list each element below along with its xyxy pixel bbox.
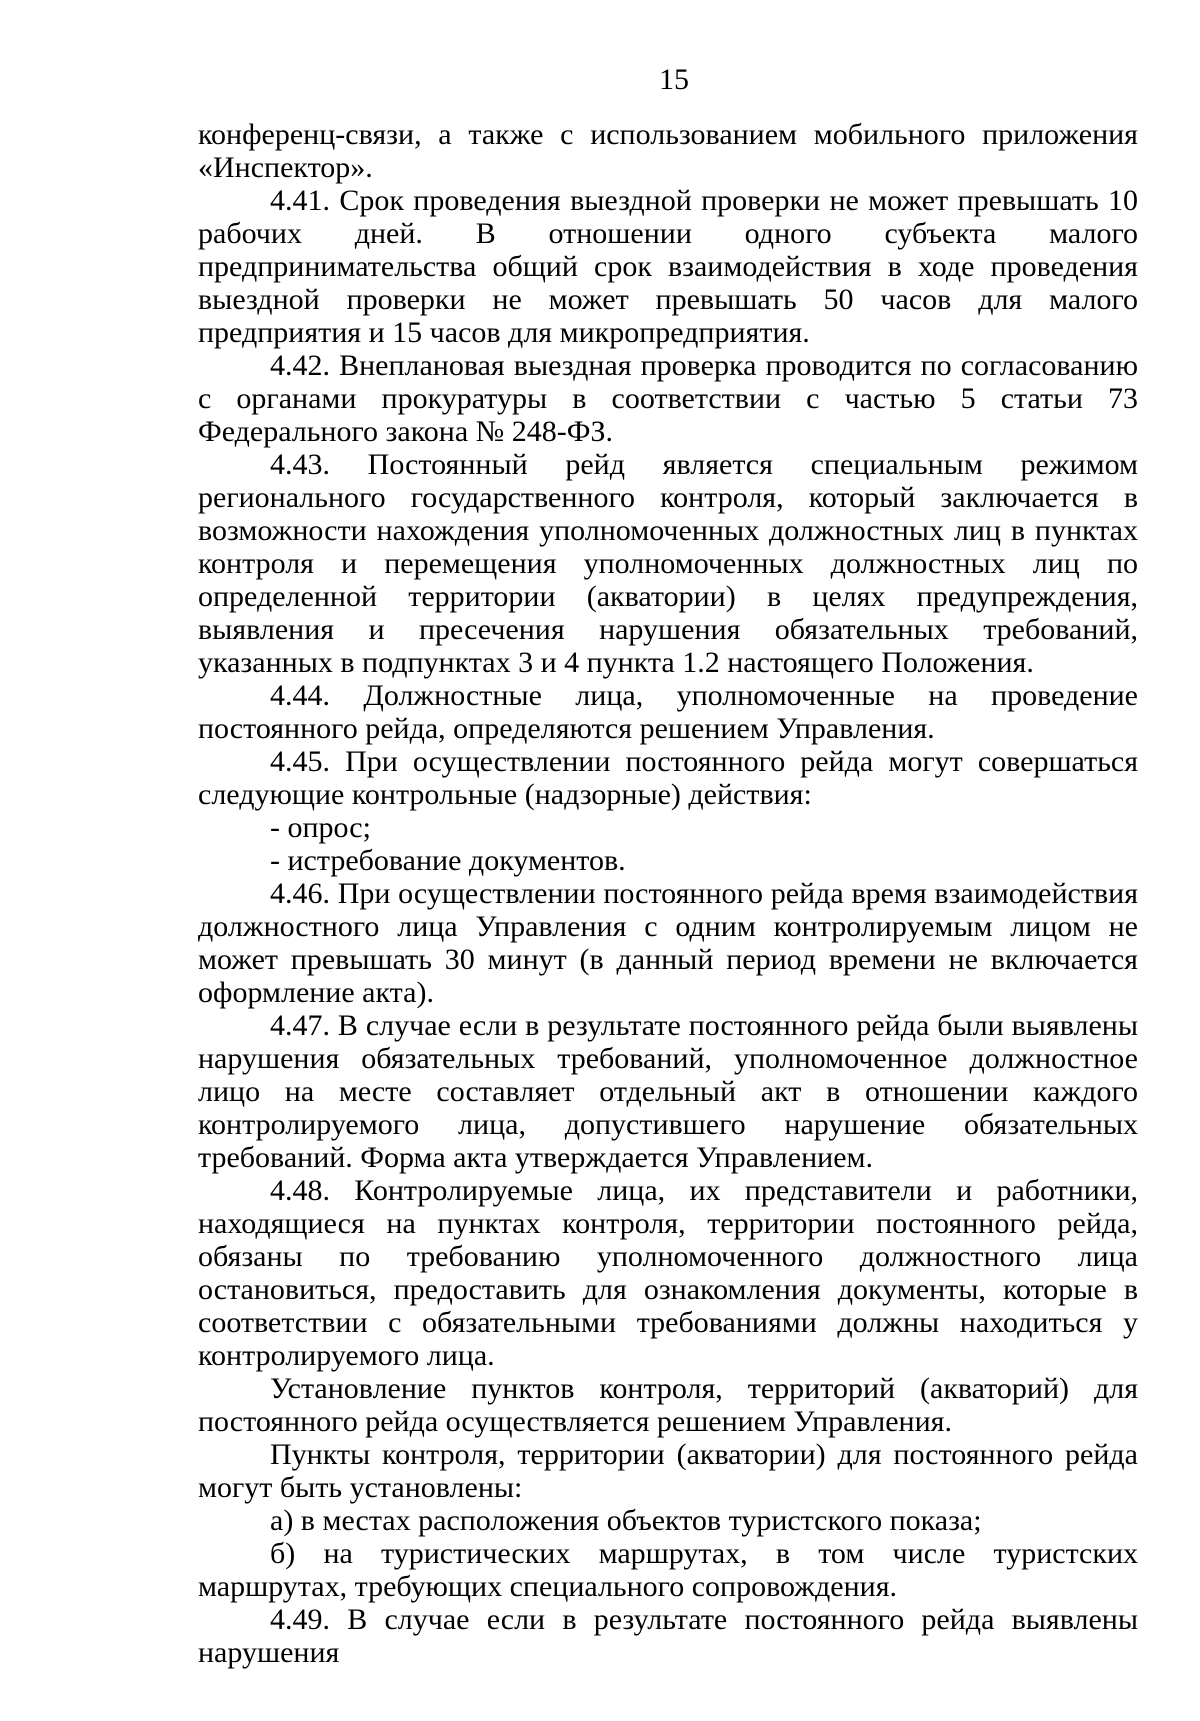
list-item-documents: - истребование документов. <box>270 844 626 877</box>
paragraph-4-43: 4.43. Постоянный рейд является специальным режимом регионального государственного контроля, который заключается в возможности нахождения уполномоченных должностных лиц в пунктах контроля и перемещения уполномоченных должностных лиц по определенной территории (акватории) в целях предупреждения, выявления и пресечения нарушения обязательных требований, указанных в подпунктах 3 и 4 пункта 1.2 настоящего Положения. <box>198 448 1138 679</box>
paragraph-4-42: 4.42. Внеплановая выездная проверка проводится по согласованию с органами прокуратуры в соответствии с частью 5 статьи 73 Федерального закона № 248-ФЗ. <box>198 349 1138 448</box>
paragraph-4-46: 4.46. При осуществлении постоянного рейда время взаимодействия должностного лица Управления с одним контролируемым лицом не может превышать 30 минут (в данный период времени не включается оформление акта). <box>198 877 1138 1009</box>
paragraph-4-47: 4.47. В случае если в результате постоянного рейда были выявлены нарушения обязательных требований, уполномоченное должностное лицо на месте составляет отдельный акт в отношении каждого контролируемого лица, допустившего нарушение обязательных требований. Форма акта утверждается Управлением. <box>198 1009 1138 1174</box>
paragraph-control-points: Установление пунктов контроля, территорий (акваторий) для постоянного рейда осуществляется решением Управления. <box>198 1372 1138 1438</box>
list-item-a: а) в местах расположения объектов туристского показа; <box>270 1504 982 1537</box>
list-item-b: б) на туристических маршрутах, в том числе туристских маршрутах, требующих специального сопровождения. <box>198 1537 1138 1603</box>
paragraph-4-41: 4.41. Срок проведения выездной проверки не может превышать 10 рабочих дней. В отношении одного субъекта малого предпринимательства общий срок взаимодействия в ходе проведения выездной проверки не может превышать 50 часов для малого предприятия и 15 часов для микропредприятия. <box>198 184 1138 349</box>
paragraph: конференц-связи, а также с использованием мобильного приложения «Инспектор». <box>198 118 1138 184</box>
paragraph-control-territories: Пункты контроля, территории (акватории) для постоянного рейда могут быть установлены: <box>198 1438 1138 1504</box>
page-number: 15 <box>659 63 689 96</box>
list-item-survey: - опрос; <box>270 811 371 844</box>
document-body <box>198 118 1138 1669</box>
paragraph-4-45: 4.45. При осуществлении постоянного рейда могут совершаться следующие контрольные (надзорные) действия: <box>198 745 1138 811</box>
paragraph-4-48: 4.48. Контролируемые лица, их представители и работники, находящиеся на пунктах контроля, территории постоянного рейда, обязаны по требованию уполномоченного должностного лица остановиться, предоставить для ознакомления документы, которые в соответствии с обязательными требованиями должны находиться у контролируемого лица. <box>198 1174 1138 1372</box>
paragraph-4-49: 4.49. В случае если в результате постоянного рейда выявлены нарушения <box>198 1603 1138 1669</box>
paragraph-4-44: 4.44. Должностные лица, уполномоченные на проведение постоянного рейда, определяются решением Управления. <box>198 679 1138 745</box>
